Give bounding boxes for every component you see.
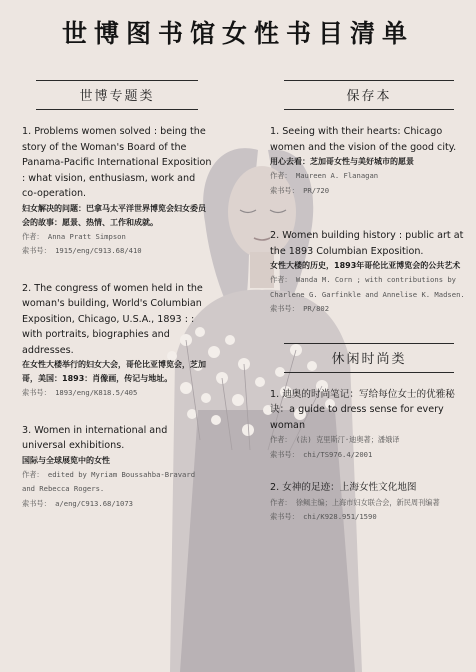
book-entry bbox=[270, 387, 468, 463]
section-heading-leisure bbox=[270, 343, 468, 373]
book-entry bbox=[22, 124, 212, 259]
book-author: 作者： 徐鲺主编；上海市妇女联合会，新民周刊编著 bbox=[270, 497, 440, 507]
book-call-number: 索书号： 1915/eng/C913.68/410 bbox=[22, 246, 142, 255]
book-author: 作者： Maureen A. Flanagan bbox=[270, 171, 379, 180]
book-chinese-title: 国际与全球展览中的女性 bbox=[22, 455, 110, 465]
book-author: 作者： edited by Myriam Boussahba-Bravard and Rebecca Rogers. bbox=[22, 469, 196, 493]
section-label: 世博专题类 bbox=[79, 89, 155, 104]
section-label: 保存本 bbox=[346, 89, 392, 104]
right-column bbox=[270, 80, 468, 539]
book-title: 1. 迪奥的时尚笔记：写给每位女士的优雅秘诀：a guide to dress sense for every woman bbox=[270, 388, 455, 431]
book-author: 作者： (法) 克里斯汀·迪奥著；潘娥译 bbox=[270, 435, 400, 444]
section-label: 休闲时尚类 bbox=[331, 351, 407, 367]
section-heading-archive bbox=[270, 80, 468, 110]
page-title: 世博图书馆女性书目清单 bbox=[61, 19, 414, 48]
book-author: 作者： Wanda M. Corn ; with contributions by Charlene G. Garfinkle and Annelise K. Madsen. bbox=[270, 275, 465, 299]
book-call-number: 索书号： chi/TS976.4/2001 bbox=[270, 449, 373, 459]
book-call-number: 索书号： a/eng/C913.68/1073 bbox=[22, 498, 133, 508]
book-chinese-title: 女性大楼的历史，1893年哥伦比亚博览会的公共艺术 bbox=[270, 261, 461, 270]
book-title: 3. Women in international and universal exhibitions. bbox=[22, 424, 168, 451]
book-chinese-title: 妇女解决的问题：巴拿马太平洋世界博览会妇女委员会的故事：愿景、热情、工作和成就。 bbox=[22, 203, 206, 227]
book-title: 2. The congress of women held in the woman's building, World's Columbian Exposition, Chicago, U.S.A., 1893 : : with portraits, biographies and addresses. bbox=[22, 282, 203, 356]
book-entry bbox=[270, 124, 468, 198]
book-call-number: 索书号： PR/720 bbox=[270, 185, 330, 195]
book-entry bbox=[270, 480, 468, 525]
book-entry bbox=[270, 228, 468, 317]
book-author: 作者： Anna Pratt Simpson bbox=[22, 231, 126, 241]
book-title: 1. Problems women solved : being the story of the Woman's Board of the Panama-Pacific International Exposition : what vision, enthusiasm, work and co-operation. bbox=[22, 126, 212, 199]
book-chinese-title: 用心去看：芝加哥女性与美好城市的愿景 bbox=[270, 157, 414, 166]
book-call-number: 索书号： 1893/eng/K818.5/405 bbox=[22, 388, 138, 397]
book-title: 2. 女神的足迹：上海女性文化地图 bbox=[270, 482, 417, 493]
book-call-number: 索书号： chi/K928.951/1590 bbox=[270, 512, 377, 521]
book-entry bbox=[22, 281, 212, 401]
book-title: 1. Seeing with their hearts: Chicago women and the vision of the good city. bbox=[270, 126, 457, 153]
left-column bbox=[22, 80, 212, 525]
book-title: 2. Women building history : public art at the 1893 Columbian Exposition. bbox=[270, 230, 464, 257]
book-entry bbox=[22, 423, 212, 512]
book-call-number: 索书号： PR/802 bbox=[270, 304, 330, 313]
section-heading-expo bbox=[22, 80, 212, 110]
book-chinese-title: 在女性大楼举行的妇女大会，哥伦比亚博览会，芝加哥，美国：1893：肖像画，传记与地址。 bbox=[22, 360, 206, 383]
